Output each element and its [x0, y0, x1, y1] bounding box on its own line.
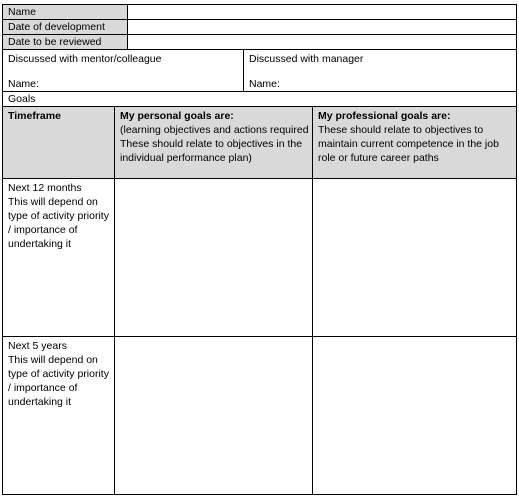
- name-value-cell[interactable]: [128, 5, 517, 20]
- period-note: This will depend on type of activity priority / importance of undertaking it: [8, 354, 109, 408]
- mentor-discussion-cell[interactable]: [3, 50, 244, 92]
- goals-label: Goals: [3, 92, 517, 107]
- professional-goals-text: These should relate to objectives to maintain current competence in the job role or future career paths: [318, 124, 499, 164]
- timeframe-cell: [3, 337, 115, 495]
- manager-discussion-cell[interactable]: [244, 50, 517, 92]
- manager-label: Discussed with manager: [249, 53, 364, 65]
- table-row: [3, 337, 517, 495]
- manager-name-label: Name:: [249, 78, 280, 90]
- timeframe-title: Timeframe: [8, 110, 61, 122]
- professional-goals-cell[interactable]: [313, 179, 517, 337]
- mentor-label: Discussed with mentor/colleague: [8, 53, 162, 65]
- period-label: Next 5 years: [8, 340, 67, 352]
- period-note: This will depend on type of activity priority / importance of undertaking it: [8, 196, 109, 250]
- personal-goals-line-1: (learning objectives and actions required: [120, 124, 309, 136]
- timeframe-cell: [3, 179, 115, 337]
- name-label: Name: [3, 5, 128, 20]
- details-table: [2, 4, 517, 50]
- personal-goals-title: My personal goals are:: [120, 110, 234, 122]
- discussion-table: [2, 49, 517, 92]
- professional-goals-cell[interactable]: [313, 337, 517, 495]
- period-label: Next 12 months: [8, 182, 82, 194]
- personal-goals-cell[interactable]: [115, 337, 313, 495]
- professional-goals-title: My professional goals are:: [318, 110, 451, 122]
- date-of-development-label: Date of development: [3, 20, 128, 35]
- date-to-be-reviewed-label: Date to be reviewed: [3, 35, 128, 50]
- development-plan-form: [2, 4, 516, 497]
- goals-table: [2, 91, 517, 495]
- personal-goals-line-2: These should relate to objectives in the individual performance plan): [120, 138, 303, 164]
- personal-goals-header: [115, 107, 313, 179]
- mentor-name-label: Name:: [8, 78, 39, 90]
- date-of-development-value-cell[interactable]: [128, 20, 517, 35]
- date-to-be-reviewed-value-cell[interactable]: [128, 35, 517, 50]
- professional-goals-header: [313, 107, 517, 179]
- timeframe-header: [3, 107, 115, 179]
- table-row: [3, 179, 517, 337]
- personal-goals-cell[interactable]: [115, 179, 313, 337]
